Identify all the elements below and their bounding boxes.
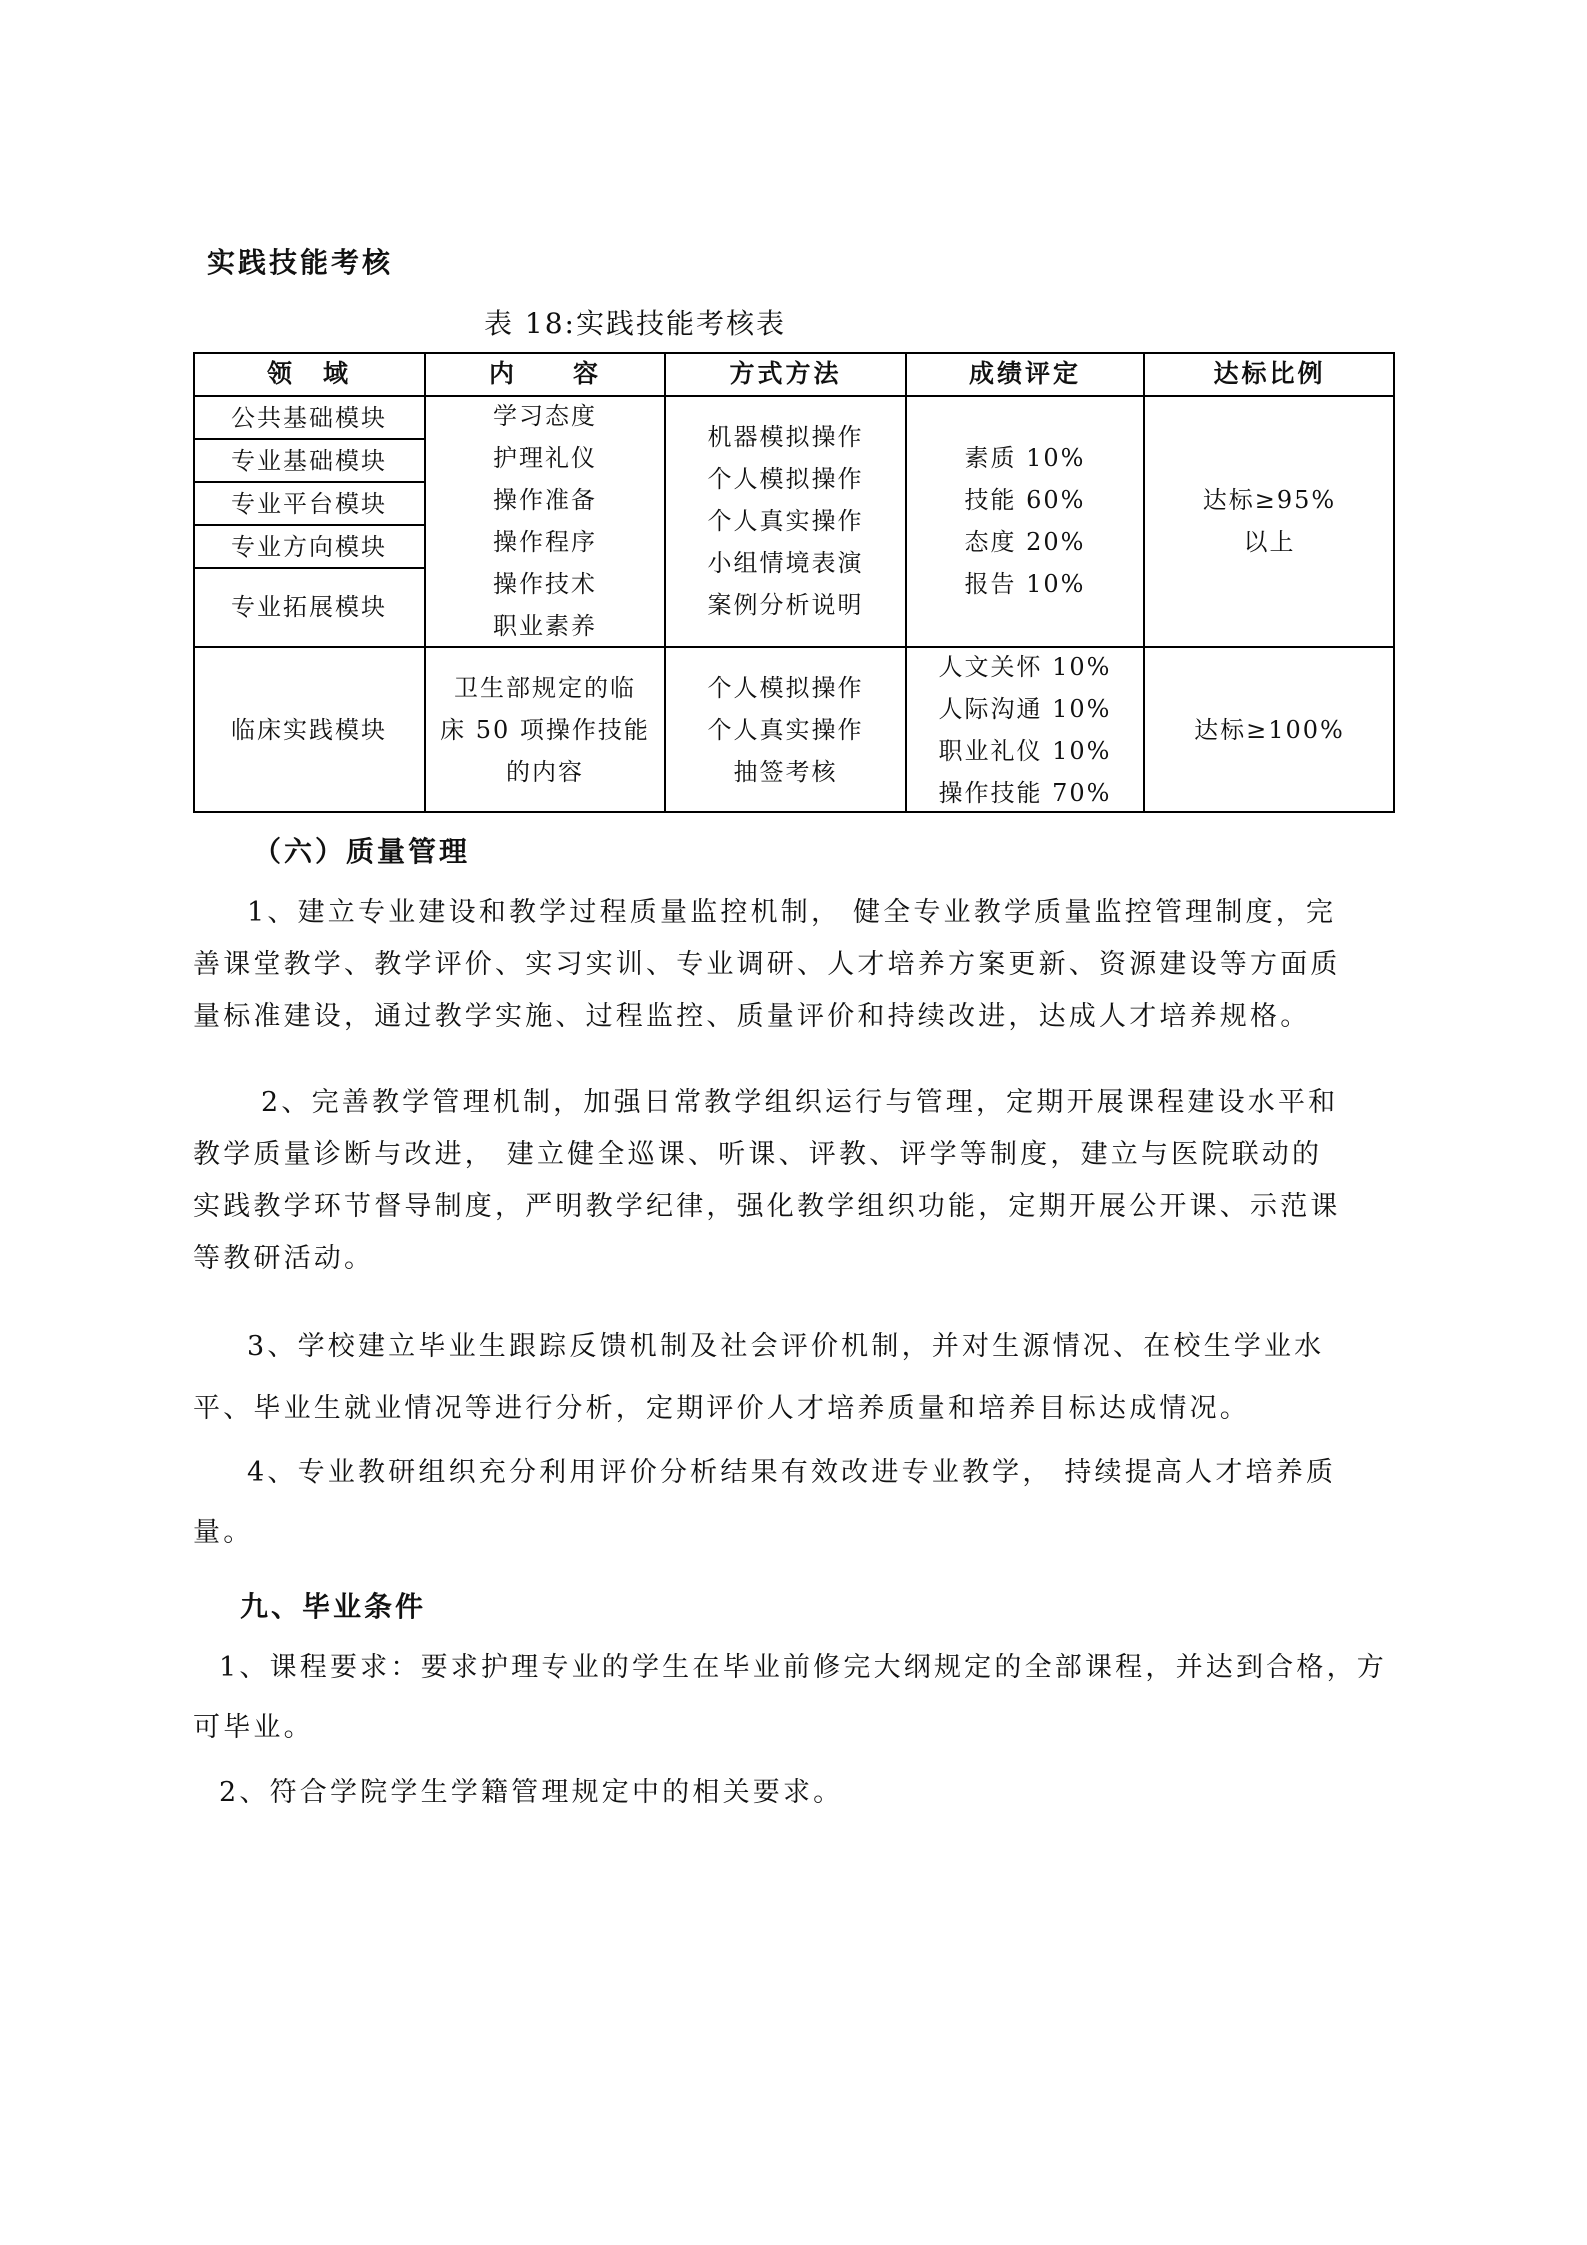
grading-item: 职业礼仪 10% xyxy=(938,736,1112,765)
content-item: 操作程序 xyxy=(493,528,597,556)
assessment-table xyxy=(193,352,1395,813)
domain-cell: 专业方向模块 xyxy=(231,532,387,561)
pass-rate-line: 达标≥95% xyxy=(1202,486,1337,514)
para-line: 3、学校建立毕业生跟踪反馈机制及社会评价机制，并对生源情况、在校生学业水 xyxy=(247,1331,1325,1362)
graduation-heading: 九、毕业条件 xyxy=(240,1590,427,1623)
para-line: 4、专业教研组织充分利用评价分析结果有效改进专业教学， 持续提高人才培养质 xyxy=(247,1457,1337,1488)
para-line: 善课堂教学、教学评价、实习实训、专业调研、人才培养方案更新、资源建设等方面质 xyxy=(193,949,1341,980)
method-item: 案例分析说明 xyxy=(707,591,864,619)
domain-cell-clinical: 临床实践模块 xyxy=(231,715,387,744)
quality-item-1 xyxy=(193,892,1403,1042)
content-item: 操作技术 xyxy=(493,570,597,598)
header-domain: 领 域 xyxy=(266,359,351,388)
content-cell-clinical xyxy=(425,647,665,812)
grading-item: 态度 20% xyxy=(964,528,1086,556)
graduation-item-2 xyxy=(193,1772,1403,1822)
grading-item: 素质 10% xyxy=(964,444,1086,472)
pass-rate-cell xyxy=(1144,396,1395,646)
para-line: 2、完善教学管理机制，加强日常教学组织运行与管理，定期开展课程建设水平和 xyxy=(261,1087,1339,1118)
method-cell-clinical xyxy=(665,647,906,812)
content-item: 床 50 项操作技能 xyxy=(440,715,650,744)
quality-item-2 xyxy=(193,1082,1403,1282)
method-item: 个人模拟操作 xyxy=(707,673,864,702)
grading-item: 报告 10% xyxy=(964,570,1086,598)
header-pass-rate: 达标比例 xyxy=(1213,359,1326,388)
content-item: 学习态度 xyxy=(493,402,597,430)
para-line: 可毕业。 xyxy=(193,1712,314,1743)
para-line: 等教研活动。 xyxy=(193,1243,375,1274)
quality-heading: （六）质量管理 xyxy=(253,835,471,868)
method-item: 个人真实操作 xyxy=(707,715,864,744)
para-line: 量标准建设，通过教学实施、过程监控、质量评价和持续改进，达成人才培养规格。 xyxy=(193,1001,1311,1032)
method-item: 机器模拟操作 xyxy=(707,423,864,451)
para-line: 2、符合学院学生学籍管理规定中的相关要求。 xyxy=(219,1777,844,1808)
grading-cell xyxy=(906,396,1144,646)
method-item: 个人真实操作 xyxy=(707,507,864,535)
pass-rate-line: 以上 xyxy=(1243,528,1296,556)
header-method: 方式方法 xyxy=(729,359,842,388)
header-content: 内 容 xyxy=(488,359,601,388)
domain-cell: 专业拓展模块 xyxy=(231,593,387,621)
content-item: 的内容 xyxy=(506,757,584,786)
para-line: 教学质量诊断与改进， 建立健全巡课、听课、评教、评学等制度，建立与医院联动的 xyxy=(193,1139,1323,1170)
content-item: 职业素养 xyxy=(493,612,597,640)
grading-cell-clinical xyxy=(906,647,1144,812)
grading-item: 人际沟通 10% xyxy=(938,694,1112,723)
content-item: 操作准备 xyxy=(493,486,597,514)
quality-item-3 xyxy=(193,1326,1403,1426)
method-item: 个人模拟操作 xyxy=(707,465,864,493)
domain-cell: 专业基础模块 xyxy=(231,446,387,475)
quality-item-4 xyxy=(193,1452,1403,1552)
header-grading: 成绩评定 xyxy=(968,359,1081,388)
grading-item: 技能 60% xyxy=(964,486,1086,514)
para-line: 平、毕业生就业情况等进行分析，定期评价人才培养质量和培养目标达成情况。 xyxy=(193,1393,1250,1424)
domain-cell: 专业平台模块 xyxy=(231,489,387,518)
para-line: 量。 xyxy=(193,1517,254,1548)
content-item: 护理礼仪 xyxy=(493,444,597,472)
para-line: 1、建立专业建设和教学过程质量监控机制， 健全专业教学质量监控管理制度，完 xyxy=(247,897,1337,928)
method-item: 抽签考核 xyxy=(733,757,838,786)
method-cell xyxy=(665,396,906,646)
section-title: 实践技能考核 xyxy=(207,246,394,279)
para-line: 1、课程要求：要求护理专业的学生在毕业前修完大纲规定的全部课程，并达到合格，方 xyxy=(219,1652,1387,1683)
domain-cell: 公共基础模块 xyxy=(231,403,387,432)
grading-item: 操作技能 70% xyxy=(938,778,1112,807)
content-item: 卫生部规定的临 xyxy=(454,673,636,702)
table-caption: 表 18:实践技能考核表 xyxy=(484,307,786,340)
graduation-item-1 xyxy=(193,1647,1403,1747)
method-item: 小组情境表演 xyxy=(707,549,864,577)
pass-rate-cell-clinical: 达标≥100% xyxy=(1194,715,1345,744)
grading-item: 人文关怀 10% xyxy=(938,652,1112,681)
content-cell xyxy=(425,396,665,646)
para-line: 实践教学环节督导制度，严明教学纪律，强化教学组织功能，定期开展公开课、示范课 xyxy=(193,1191,1341,1222)
